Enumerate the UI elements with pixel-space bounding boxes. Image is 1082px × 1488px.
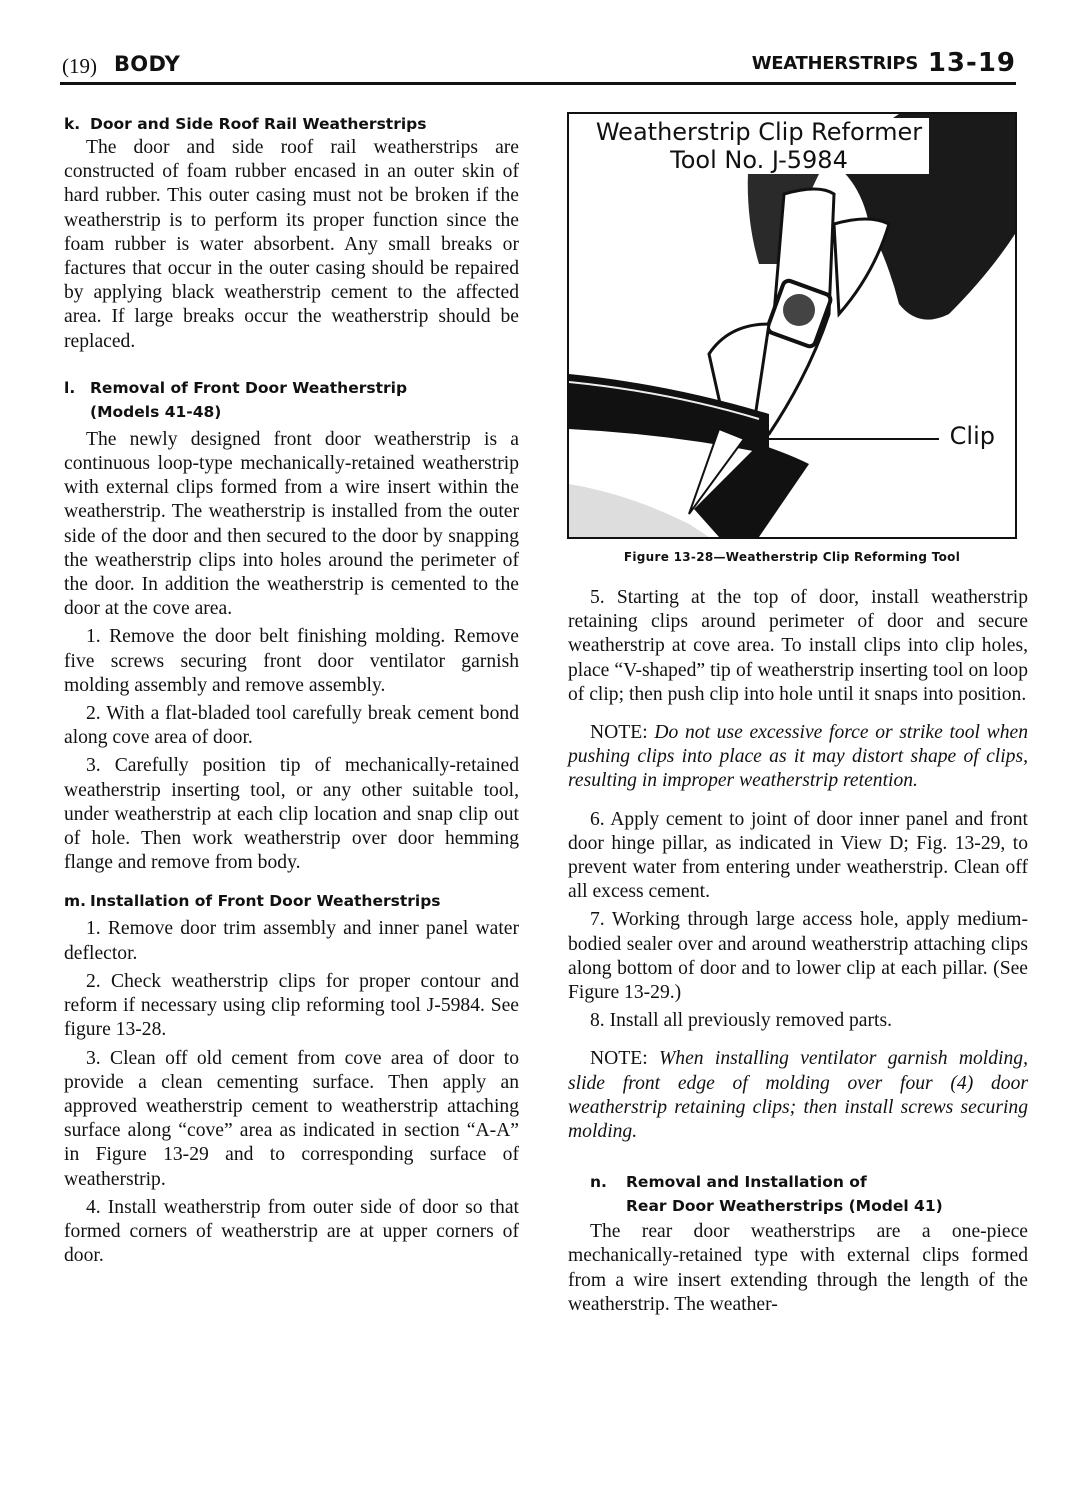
note-1: NOTE: Do not use excessive force or strike tool when pushing clips into place as it may distort shape of clips, resulting in improper weatherstrip retention. (568, 722, 1028, 792)
paragraph-n-body: The rear door weatherstrips are a one-piece mechanically-retained type with external clips formed from a wire insert extending through the length of the weatherstrip. The weather- (568, 1221, 1028, 1315)
chapter-title: WEATHERSTRIPS (751, 53, 918, 74)
step-m-1: 1. Remove door trim assembly and inner panel water deflector. (64, 918, 519, 964)
figure-13-28 (567, 112, 1017, 539)
step-m-8: 8. Install all previously removed parts. (590, 1010, 893, 1032)
paragraph-k-body: The door and side roof rail weatherstrips are constructed of foam rubber encased in an outer skin of hard rubber. This outer casing must not be broken if the weatherstrip is to perform its proper function since the foam rubber is water absorbent. Any small breaks or factures that occur in the outer casing should be repaired by applying black weatherstrip cement to the affected area. If large breaks occur the weatherstrip should be replaced. (64, 137, 519, 352)
step-m-7: 7. Working through large access hole, apply medium-bodied sealer over and around weatherstrip attaching clips along bottom of door and to lower clip at each pillar. (See Figure 13-29.) (568, 909, 1028, 1004)
page-index: (19) (62, 54, 97, 78)
figure-caption: Figure 13-28—Weatherstrip Clip Reforming Tool (623, 550, 961, 564)
step-l-1: 1. Remove the door belt finishing molding. Remove five screws securing front door ventilator garnish molding assembly and remove assembly. (64, 626, 519, 696)
step-m-6: 6. Apply cement to joint of door inner panel and front door hinge pillar, as indicated in View D; Fig. 13-29, to prevent water from entering under weatherstrip. Clean off all excess cement. (568, 808, 1028, 903)
heading-m: m. Installation of Front Door Weatherstrips (64, 892, 441, 911)
heading-n: n. Removal and Installation of Rear Door Weatherstrips (Model 41) (590, 1173, 943, 1216)
step-m-5: 5. Starting at the top of door, install weatherstrip retaining clips around perimeter of door and secure weatherstrip at cove area. To install clips into clip holes, place “V-shaped” tip of weatherstrip inserting tool on loop of clip; then push clip into hole until it snaps into position. (568, 587, 1028, 705)
note-2: NOTE: When installing ventilator garnish molding, slide front edge of molding over four (4) door weatherstrip retaining clips; then install screws securing molding. (568, 1048, 1028, 1143)
clip-reformer-tool-illustration (569, 114, 1015, 537)
section-title: BODY (114, 52, 181, 76)
step-l-3: 3. Carefully position tip of mechanically-retained weatherstrip inserting tool, or any other suitable tool, under weatherstrip at each clip location and snap clip out of hole. Then work weatherstrip over door hemming flange and remove from body. (64, 755, 519, 874)
step-l-2: 2. With a flat-bladed tool carefully break cement bond along cove area of door. (64, 703, 519, 749)
left-column (64, 112, 519, 1268)
page-number: 13-19 (927, 48, 1016, 78)
figure-title: Weatherstrip Clip Reformer Tool No. J-5984 (589, 118, 929, 174)
clip-callout-label: Clip (949, 422, 995, 450)
paragraph-l-intro: The newly designed front door weatherstrip is a continuous loop-type mechanically-retained weatherstrip with external clips formed from a wire insert within the weatherstrip. The weatherstrip is installed from the outer side of the door and then secured to the door by snapping the weatherstrip clips into holes around the perimeter of the door. In addition the weatherstrip is cemented to the door at the cove area. (64, 428, 519, 620)
step-m-3: 3. Clean off old cement from cove area of door to provide a clean cementing surface. Then apply an approved weatherstrip cement to weatherstrip attaching surface along “cove” area as indicated in section “A-A” in Figure 13-29 and to corresponding surface of weatherstrip. (64, 1047, 519, 1190)
heading-l: l. Removal of Front Door Weatherstrip (Models 41-48) (64, 378, 408, 421)
heading-k: k. Door and Side Roof Rail Weatherstrips (64, 115, 427, 133)
header-rule (60, 82, 1016, 85)
step-m-4: 4. Install weatherstrip from outer side of door so that formed corners of weatherstrip are at upper corners of door. (64, 1196, 519, 1267)
step-m-2: 2. Check weatherstrip clips for proper contour and reform if necessary using clip reforming tool J-5984. See figure 13-28. (64, 970, 519, 1041)
right-column (568, 586, 1028, 1317)
